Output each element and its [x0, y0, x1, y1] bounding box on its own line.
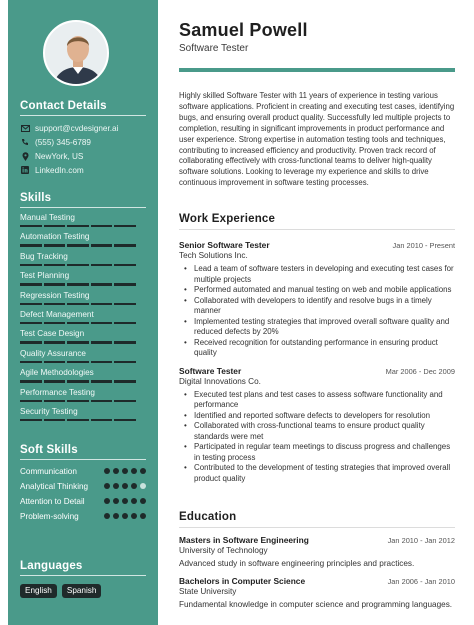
rating-dot	[122, 498, 128, 504]
soft-skill-rating	[104, 513, 146, 519]
list-item: • Collaborated with developers to identify and resolve bugs in a timely manner	[179, 296, 455, 317]
rating-dot	[113, 483, 119, 489]
education-section	[179, 511, 455, 610]
skill-item	[20, 212, 146, 227]
soft-skill-item	[20, 481, 146, 492]
job-entry	[179, 240, 455, 359]
skills-section-title: Skills	[20, 192, 52, 204]
skill-level-bar	[20, 303, 146, 305]
languages-list	[20, 584, 146, 598]
divider	[20, 575, 146, 576]
contact-email-text: support@cvdesigner.ai	[35, 123, 119, 133]
job-title: Software Tester	[179, 365, 242, 376]
skill-level-bar	[20, 361, 146, 363]
soft-skill-label: Problem-solving	[20, 512, 79, 521]
rating-dot	[140, 498, 146, 504]
soft-skills-section-title: Soft Skills	[20, 444, 78, 456]
job-dates: Mar 2006 - Dec 2009	[385, 366, 455, 376]
phone-icon	[20, 137, 30, 147]
skill-level-bar	[20, 225, 146, 227]
soft-skill-rating	[104, 498, 146, 504]
rating-dot	[104, 468, 110, 474]
rating-dot	[131, 483, 137, 489]
list-item: • Participated in regular team meetings to discuss progress and challenges in testing process	[179, 442, 455, 463]
list-item: • Performed automated and manual testing on web and mobile applications	[179, 285, 455, 296]
profile-summary: Highly skilled Software Tester with 11 years of experience in testing various software applications. Proficient in creating and executing test cases, identifying bugs, and ensuring overall product quality. Successfully led multiple projects to completion, resulting in significant improvements in product performance and user experience. Strong expertise in automation testing tools and techniques, contributing to increased efficiency and productivity. Proven track record of collaborating effectively with cross-functional teams to deliver high-quality software solutions. Looking to leverage my experience and skills to drive continuous improvement in software testing processes.	[179, 91, 455, 188]
list-item: • Received recognition for outstanding performance in ensuring product quality	[179, 338, 455, 359]
rating-dot	[140, 468, 146, 474]
school-name: University of Technology	[179, 546, 268, 555]
skill-level-bar	[20, 341, 146, 343]
skill-item	[20, 231, 146, 246]
soft-skill-label: Communication	[20, 467, 77, 476]
education-entry	[179, 535, 455, 570]
rating-dot	[131, 513, 137, 519]
skill-label: Agile Methodologies	[20, 368, 94, 378]
job-bullets	[179, 264, 455, 359]
accent-bar	[179, 68, 455, 72]
rating-dot	[131, 468, 137, 474]
skill-level-bar	[20, 400, 146, 402]
job-entry	[179, 366, 455, 485]
school-name: State University	[179, 586, 237, 596]
soft-skill-item	[20, 466, 146, 477]
divider	[20, 207, 146, 208]
skill-item	[20, 406, 146, 421]
skill-label: Security Testing	[20, 406, 78, 416]
skill-item	[20, 348, 146, 363]
rating-dot	[122, 513, 128, 519]
rating-dot	[104, 483, 110, 489]
skill-item	[20, 251, 146, 266]
divider	[179, 229, 455, 230]
contact-phone-text: (555) 345-6789	[35, 137, 91, 147]
rating-dot	[113, 468, 119, 474]
list-item: • Contributed to the development of testing strategies that improved overall product quality	[179, 463, 455, 484]
skill-label: Regression Testing	[20, 290, 90, 300]
soft-skill-rating	[104, 468, 146, 474]
skill-item	[20, 290, 146, 305]
education-description: Fundamental knowledge in computer science and programming languages.	[179, 599, 453, 609]
education-dates: Jan 2010 - Jan 2012	[387, 536, 455, 545]
job-company: Tech Solutions Inc.	[179, 251, 248, 260]
candidate-role: Software Tester	[179, 43, 249, 54]
divider	[20, 115, 146, 116]
rating-dot	[104, 498, 110, 504]
linkedin-icon	[20, 165, 30, 175]
education-section-title: Education	[179, 511, 237, 523]
contact-item-phone[interactable]	[20, 135, 146, 149]
education-entry	[179, 576, 455, 611]
job-bullets	[179, 390, 455, 485]
skill-level-bar	[20, 322, 146, 324]
skill-item	[20, 328, 146, 343]
soft-skill-item	[20, 511, 146, 522]
rating-dot	[131, 498, 137, 504]
education-description: Advanced study in software engineering principles and practices.	[179, 559, 415, 568]
rating-dot	[140, 483, 146, 489]
skill-level-bar	[20, 264, 146, 266]
skill-item	[20, 270, 146, 285]
skill-item	[20, 309, 146, 324]
soft-skill-label: Attention to Detail	[20, 497, 85, 506]
skill-item	[20, 367, 146, 382]
education-dates: Jan 2006 - Jan 2010	[387, 576, 455, 586]
contact-location-text: NewYork, US	[35, 151, 84, 161]
skill-label: Automation Testing	[20, 232, 90, 242]
rating-dot	[113, 498, 119, 504]
map-pin-icon	[20, 151, 30, 161]
list-item: • Executed test plans and test cases to assess software functionality and performance	[179, 390, 455, 411]
skill-label: Test Planning	[20, 271, 70, 281]
soft-skill-rating	[104, 483, 146, 489]
contact-linkedin-text: LinkedIn.com	[35, 165, 84, 175]
language-badge: Spanish	[62, 584, 102, 598]
envelope-icon	[20, 123, 30, 133]
rating-dot	[122, 483, 128, 489]
degree-title: Bachelors in Computer Science	[179, 575, 306, 586]
skill-label: Manual Testing	[20, 213, 75, 222]
rating-dot	[104, 513, 110, 519]
contact-item-linkedin[interactable]	[20, 163, 146, 177]
job-dates: Jan 2010 - Present	[392, 241, 455, 250]
list-item: • Lead a team of software testers in developing and executing test cases for multiple projects	[179, 264, 455, 285]
rating-dot	[113, 513, 119, 519]
skills-list	[20, 212, 146, 421]
list-item: • Collaborated with cross-functional teams to ensure product quality standards were met	[179, 421, 455, 442]
skill-item	[20, 387, 146, 402]
job-title: Senior Software Tester	[179, 240, 270, 250]
list-item: • Implemented testing strategies that improved overall software quality and reduced defects by 20%	[179, 317, 455, 338]
contact-list	[20, 121, 146, 177]
skill-label: Bug Tracking	[20, 251, 68, 261]
contact-item-email[interactable]	[20, 121, 146, 135]
profile-photo	[43, 20, 109, 86]
soft-skill-item	[20, 496, 146, 507]
work-section-title: Work Experience	[179, 213, 276, 225]
skill-level-bar	[20, 419, 146, 421]
language-badge: English	[20, 584, 57, 598]
contact-section-title: Contact Details	[20, 100, 107, 112]
skill-label: Test Case Design	[20, 329, 85, 339]
skill-label: Quality Assurance	[20, 348, 86, 358]
rating-dot	[122, 468, 128, 474]
skill-level-bar	[20, 380, 146, 382]
languages-section-title: Languages	[20, 560, 83, 572]
contact-item-location	[20, 149, 146, 163]
list-item: • Identified and reported software defects to developers for resolution	[179, 411, 455, 422]
degree-title: Masters in Software Engineering	[179, 535, 309, 545]
sidebar	[8, 0, 158, 625]
divider	[20, 459, 146, 460]
skill-level-bar	[20, 283, 146, 285]
skill-level-bar	[20, 244, 146, 246]
skill-label: Defect Management	[20, 309, 94, 319]
candidate-name: Samuel Powell	[179, 20, 308, 40]
soft-skill-label: Analytical Thinking	[20, 482, 89, 491]
divider	[179, 527, 455, 528]
job-company: Digital Innovations Co.	[179, 376, 261, 386]
rating-dot	[140, 513, 146, 519]
work-experience-section	[179, 213, 455, 484]
skill-label: Performance Testing	[20, 387, 95, 397]
